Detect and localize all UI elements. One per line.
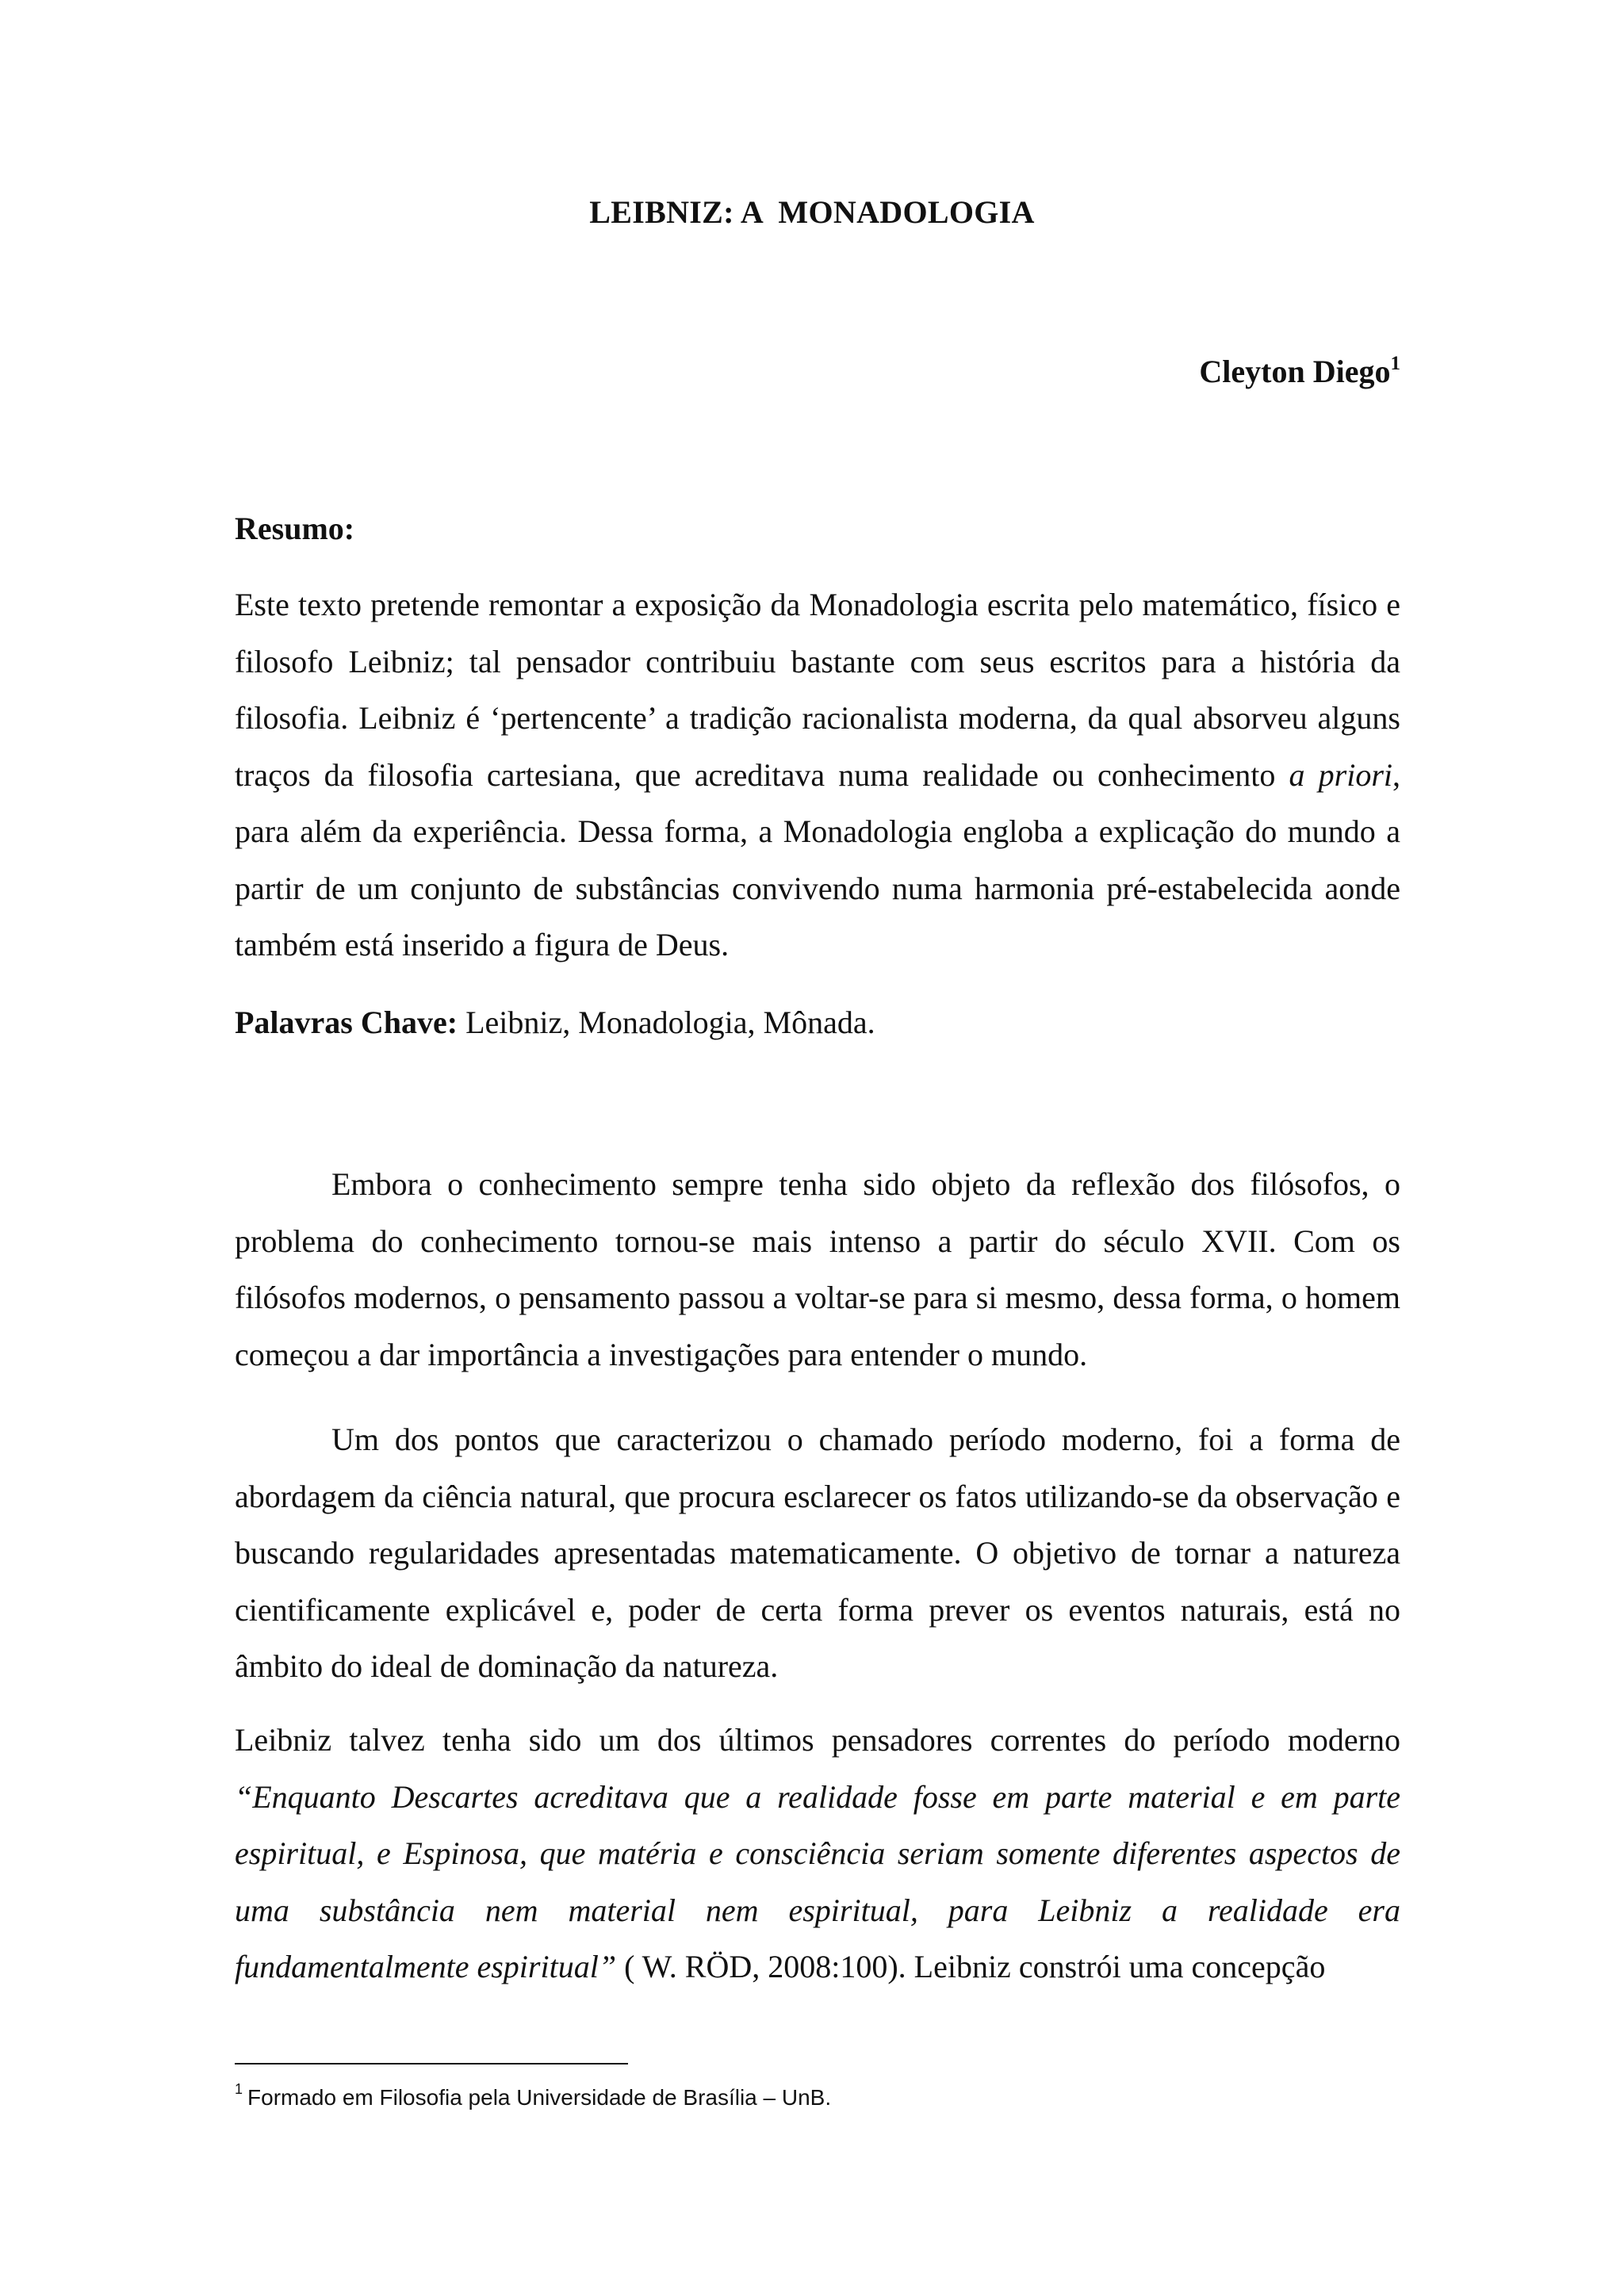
body-paragraph-1: Embora o conhecimento sempre tenha sido objeto da reflexão dos filósofos, o problema do conhecimento tornou-se mais intenso a partir do século XVII. Com os filósofos modernos, o pensamento passou a voltar-se para si mesmo, dessa forma, o homem começou a dar importância a investigações para entender o mundo. [235, 1166, 1400, 1372]
document-title: LEIBNIZ: A MONADOLOGIA [589, 194, 1035, 230]
body-paragraph-3-citation: ( W. RÖD, 2008:100). Leibniz constrói uma concepção [616, 1949, 1326, 1984]
keywords-label: Palavras Chave: [235, 1004, 458, 1040]
footnote [235, 2080, 832, 2112]
abstract-text-part-2: , para além da experiência. Dessa forma, a Monadologia engloba a explicação do mundo a partir de um conjunto de substâncias convivendo numa harmonia pré-estabelecida aonde também está inserido a figura de Deus. [235, 756, 1400, 962]
footnote-divider [235, 2063, 628, 2064]
footnote-text: Formado em Filosofia pela Universidade de Brasília – UnB. [247, 2085, 832, 2110]
body-paragraph-2: Um dos pontos que caracterizou o chamado período moderno, foi a forma de abordagem da ciência natural, que procura esclarecer os fatos utilizando-se da observação e buscando regularidades apresentadas matematicamente. O objetivo de tornar a natureza cientificamente explicável e, poder de certa forma prever os eventos naturais, está no âmbito do ideal de dominação da natureza. [235, 1422, 1400, 1684]
footnote-marker: 1 [235, 2080, 243, 2097]
keywords-value: Leibniz, Monadologia, Mônada. [458, 1004, 875, 1040]
author-footnote-marker[interactable]: 1 [1390, 352, 1400, 374]
author-name: Cleyton Diego [1199, 354, 1391, 389]
keywords-line [235, 1004, 1400, 1042]
abstract-italic-term: a priori [1289, 756, 1392, 793]
body-paragraph-3-quote: “Enquanto Descartes acreditava que a realidade fosse em parte material e em parte espiritual, e Espinosa, que matéria e consciência seriam somente diferentes aspectos de uma substância nem material nem espiritual, para Leibniz a realidade era fundamentalmente espiritual” [235, 1778, 1400, 1984]
author-line [1199, 353, 1400, 391]
body-paragraph-3-intro: Leibniz talvez tenha sido um dos últimos pensadores correntes do período moderno [235, 1722, 1400, 1758]
abstract-paragraph [235, 576, 1400, 974]
abstract-heading: Resumo: [235, 511, 355, 546]
body-paragraph-3 [235, 1712, 1400, 1996]
abstract-text-part-1: Este texto pretende remontar a exposição da Monadologia escrita pelo matemático, físico e filosofo Leibniz; tal pensador contribuiu bastante com seus escritos para a história da filosofia. Leibniz é ‘pertencente’ a tradição racionalista moderna, da qual absorveu alguns traços da filosofia cartesiana, que acreditava numa realidade ou conhecimento [235, 587, 1400, 793]
